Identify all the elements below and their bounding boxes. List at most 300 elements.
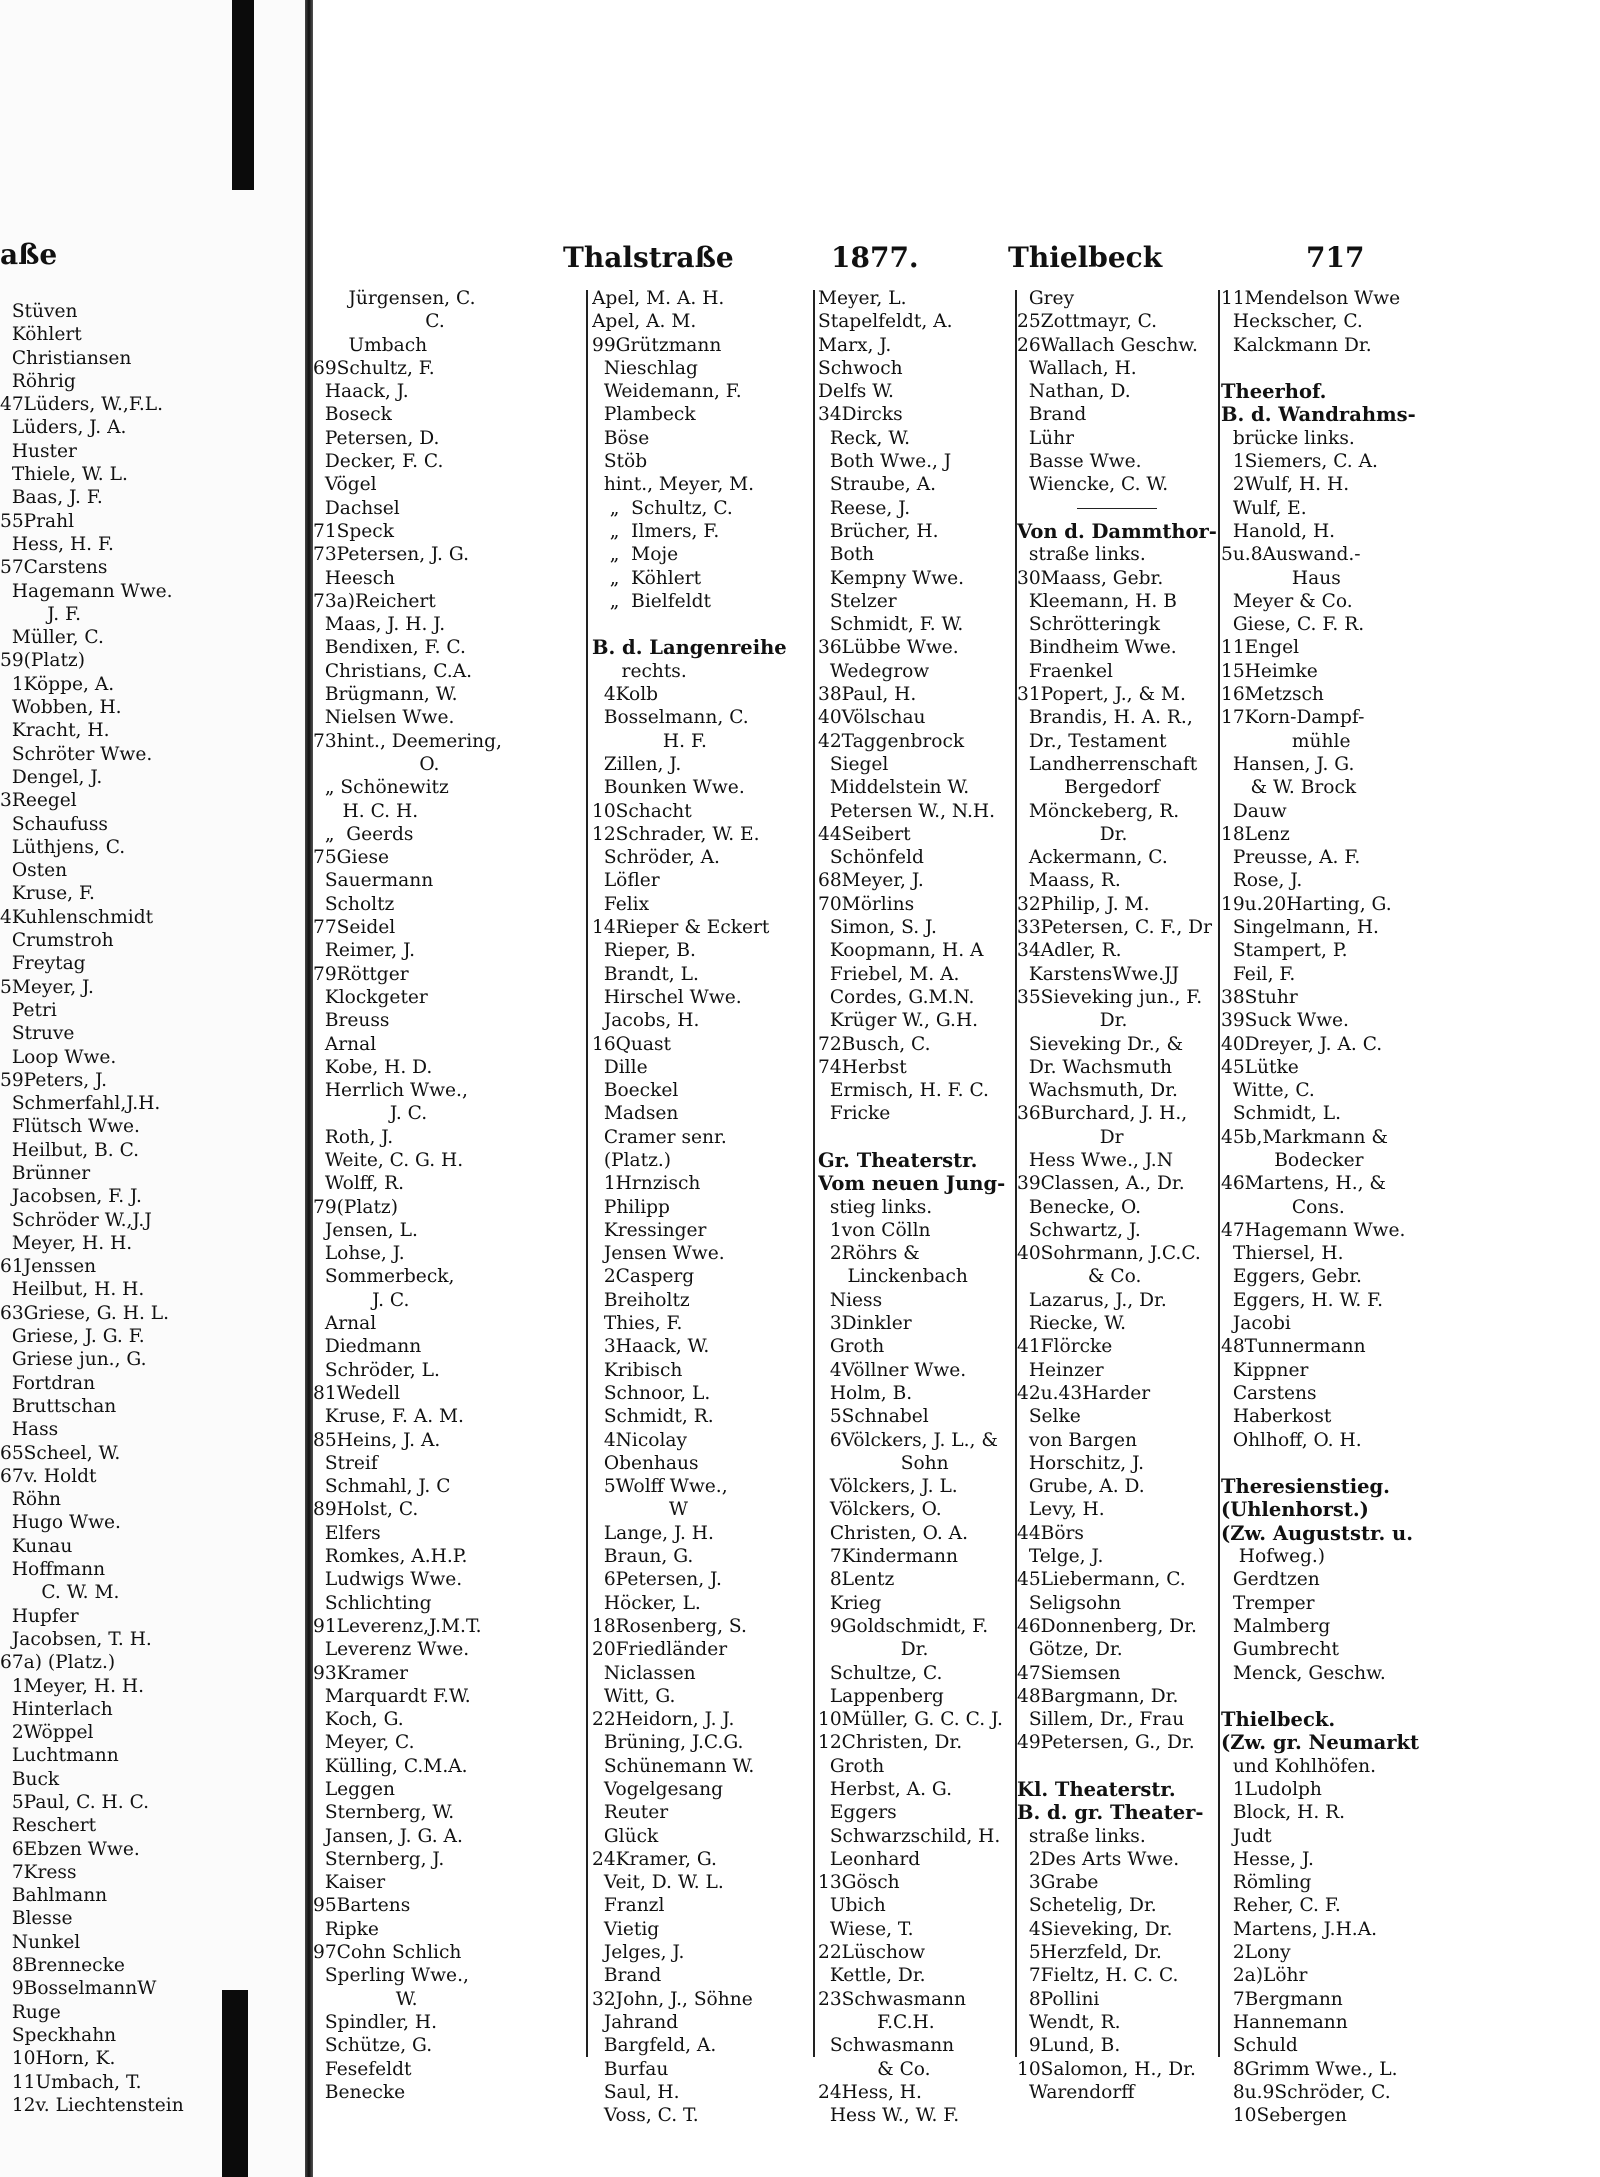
directory-entry: 22Lüschow [818,1942,926,1964]
directory-entry: Heilbut, B. C. [0,1139,140,1161]
directory-entry: 46Martens, H., & [1221,1173,1386,1195]
directory-entry: Ohlhoff, O. H. [1221,1429,1362,1451]
directory-entry: 48Tunnermann [1221,1336,1366,1358]
directory-entry: & Co. [1017,1266,1142,1288]
directory-entry [592,613,814,636]
directory-entry: Levy, H. [1017,1499,1105,1521]
directory-entry: Nathan, D. [1017,381,1131,403]
directory-entry: Jahrand [592,2011,679,2033]
directory-entry: Kobe, H. D. [313,1056,433,1078]
directory-entry: Nieschlag [592,357,698,379]
directory-entry: 49Petersen, G., Dr. [1017,1732,1195,1754]
directory-entry: 19u.20Harting, G. [1221,893,1392,915]
directory-entry: Breiholtz [592,1289,690,1311]
directory-entry: 42Taggenbrock [818,730,965,752]
directory-entry: 4Kolb [592,684,659,706]
directory-entry: 73Petersen, J. G. [313,544,469,566]
directory-entry: Warendorff [1017,2081,1135,2103]
book-gutter [305,0,313,2177]
directory-entry: Basse Wwe. [1017,451,1142,473]
directory-entry: Eggers, H. W. F. [1221,1289,1384,1311]
left-page-column [0,300,300,2117]
directory-entry: Arnal [313,1033,377,1055]
page-number: 717 [1306,241,1365,274]
directory-entry: Schünemann W. [592,1755,755,1777]
directory-entry: 10Salomon, H., Dr. [1017,2058,1196,2080]
directory-entry: Boeckel [592,1080,679,1102]
directory-entry: Eggers [818,1802,897,1824]
directory-entry: Kettle, Dr. [818,1965,926,1987]
directory-entry: Kalckmann Dr. [1221,334,1372,356]
directory-entry [1221,1685,1461,1708]
directory-entry: Vietig [592,1918,660,1940]
directory-entry: Veit, D. W. L. [592,1872,724,1894]
directory-entry: 44Seibert [818,823,911,845]
street-section-heading: (Uhlenhorst.) [1221,1498,1369,1522]
directory-entry: 34Adler, R. [1017,940,1122,962]
directory-entry: Völckers, J. L. [818,1476,958,1498]
directory-entry: 5Paul, C. H. C. [0,1792,150,1813]
directory-entry: Fraenkel [1017,660,1113,682]
directory-entry: Schröter Wwe. [0,743,153,765]
directory-entry: 38Paul, H. [818,684,917,706]
directory-entry: 4Völlner Wwe. [818,1359,967,1381]
directory-entry: Leonhard [818,1848,921,1870]
directory-entry: Bergedorf [1017,777,1160,799]
directory-entry: Thies, F. [592,1313,683,1335]
directory-entry: Obenhaus [592,1452,699,1474]
directory-entry: 23Schwasmann [818,1988,966,2010]
directory-entry: 3Dinkler [818,1313,912,1335]
directory-entry: 8Lentz [818,1569,895,1591]
directory-entry: Höcker, L. [592,1592,701,1614]
directory-entry: Wachsmuth, Dr. [1017,1080,1178,1102]
directory-entry: Dille [592,1056,648,1078]
directory-entry: Fortdran [0,1372,96,1394]
directory-entry: Jürgensen, C. [313,288,476,309]
directory-entry: Nunkel [0,1931,81,1953]
directory-column-1 [313,287,593,2104]
directory-entry: Burfau [592,2058,669,2080]
directory-entry: 35Sieveking jun., F. [1017,986,1203,1008]
directory-entry: Brügmann, W. [313,684,458,706]
directory-entry: Holm, B. [818,1382,913,1404]
directory-entry: Malmberg [1221,1615,1331,1637]
directory-entry: 36Burchard, J. H., [1017,1103,1188,1125]
directory-entry: Jansen, J. G. A. [313,1825,463,1847]
directory-entry: Felix [592,893,650,915]
directory-entry: 3Haack, W. [592,1336,710,1358]
directory-entry: Schröder W.,J.J [0,1209,152,1231]
directory-entry: 3Reegel [0,790,77,812]
directory-entry: 30Maass, Gebr. [1017,567,1164,589]
directory-entry: Röhrig [0,370,76,392]
directory-entry: 4Kuhlenschmidt [0,906,154,928]
directory-entry [1221,357,1461,380]
directory-entry: 4Nicolay [592,1429,688,1451]
directory-entry: Hirschel Wwe. [592,986,742,1008]
directory-entry: 36Lübbe Wwe. [818,637,959,659]
directory-entry: Wulf, E. [1221,497,1307,519]
left-page-fragment [0,0,305,2177]
directory-entry: 14Rieper & Eckert [592,917,770,939]
directory-entry: 85Heins, J. A. [313,1429,441,1451]
directory-entry: Stapelfeldt, A. [818,311,953,333]
directory-entry: Schuld [1221,2035,1298,2057]
directory-entry: „ Köhlert [592,567,702,589]
directory-entry: Schaufuss [0,813,108,835]
directory-entry: Sohn [818,1452,949,1474]
directory-entry: 69Schultz, F. [313,357,435,379]
directory-entry: straße links. [1017,1825,1146,1847]
street-section-heading: Von d. Dammthor- [1017,519,1217,543]
directory-entry: Spindler, H. [313,2011,438,2033]
directory-entry: 8Grimm Wwe., L. [1221,2058,1398,2080]
directory-entry: Haus [1221,567,1341,589]
directory-entry: 7Fieltz, H. C. C. [1017,1965,1179,1987]
directory-entry: Reese, J. [818,497,911,519]
directory-entry: 1Ludolph [1221,1779,1322,1800]
directory-entry: Rieper, B. [592,940,696,962]
directory-entry: Stampert, P. [1221,940,1348,962]
directory-entry: 65Scheel, W. [0,1442,121,1464]
directory-entry: Hass [0,1419,59,1441]
directory-entry: 45b,Markmann & [1221,1126,1388,1148]
directory-entry: „ Schönewitz [313,777,449,799]
directory-entry: Dr. [1017,823,1128,845]
directory-entry: Hess W., W. F. [818,2105,960,2127]
directory-entry: Leverenz Wwe. [313,1639,470,1661]
directory-entry: Sternberg, J. [313,1848,445,1870]
directory-entry: Madsen [592,1103,679,1125]
directory-entry: brücke links. [1221,427,1355,449]
directory-entry: Petersen, D. [313,427,440,449]
directory-entry: Schultze, C. [818,1662,943,1684]
directory-entry: Dr. [1017,1010,1128,1032]
directory-entry: Brüning, J.C.G. [592,1732,744,1754]
directory-entry: Kempny Wwe. [818,567,965,589]
directory-entry: 81Wedell [313,1382,401,1404]
directory-entry: Schmahl, J. C [313,1476,451,1498]
directory-entry: Huster [0,440,77,462]
directory-entry: „ Ilmers, F. [592,520,720,542]
directory-entry: 79Röttger [313,963,409,985]
directory-entry: Ludwigs Wwe. [313,1569,463,1591]
directory-entry: 40Sohrmann, J.C.C. [1017,1243,1201,1265]
directory-entry: Hansen, J. G. [1221,753,1355,775]
directory-entry [1017,1755,1217,1778]
directory-entry: Brandis, H. A. R., [1017,707,1193,729]
directory-entry: 71Speck [313,520,394,542]
directory-entry: Kracht, H. [0,720,110,742]
directory-entry: Brandt, L. [592,963,699,985]
directory-entry: H. C. H. [313,800,419,822]
directory-entry: Kruse, F. A. M. [313,1406,464,1428]
directory-entry: Jacobi [1221,1313,1291,1335]
directory-entry: 9Lund, B. [1017,2035,1121,2057]
directory-entry: Scholtz [313,893,395,915]
directory-entry: Flütsch Wwe. [0,1116,140,1138]
directory-entry: 39Classen, A., Dr. [1017,1173,1185,1195]
directory-entry: Koopmann, H. A [818,940,984,962]
directory-entry [1221,1452,1461,1475]
directory-entry: Ubich [818,1895,886,1917]
directory-entry: Haack, J. [313,381,409,403]
directory-entry: 5u.8Auswand.- [1221,544,1361,566]
directory-entry: J. C. [313,1103,428,1125]
directory-entry: 20Friedländer [592,1639,728,1661]
directory-entry: Baas, J. F. [0,487,103,509]
running-head-right: Thielbeck [1008,241,1163,274]
directory-entry: Meyer, L. [818,288,907,309]
directory-entry: Koch, G. [313,1709,404,1731]
directory-entry: Landherrenschaft [1017,753,1198,775]
directory-entry: Weite, C. G. H. [313,1149,464,1171]
street-section-heading: B. d. Langenreihe [592,636,787,660]
directory-entry: Horschitz, J. [1017,1452,1145,1474]
directory-entry: Sauermann [313,870,434,892]
directory-entry: & W. Brock [1221,777,1357,799]
directory-entry: 63Griese, G. H. L. [0,1302,170,1324]
directory-entry: Wallach, H. [1017,357,1137,379]
directory-entry: Reher, C. F. [1221,1895,1341,1917]
directory-entry: Judt [1221,1825,1272,1847]
directory-entry: Linckenbach [818,1266,968,1288]
directory-entry: Elfers [313,1522,381,1544]
directory-entry: & Co. [818,2058,931,2080]
directory-entry: Schwoch [818,357,903,379]
directory-entry: Dachsel [313,497,400,519]
directory-entry: 16Metzsch [1221,684,1324,706]
directory-column-4 [1017,287,1217,2104]
directory-entry: 32Philip, J. M. [1017,893,1150,915]
directory-entry: Sperling Wwe., [313,1965,469,1987]
directory-entry: 59(Platz) [0,650,85,672]
directory-entry: 73hint., Deemering, [313,730,502,752]
directory-entry: Tremper [1221,1592,1315,1614]
directory-entry: Apel, A. M. [592,311,697,333]
directory-entry: Jacobs, H. [592,1010,700,1032]
directory-entry: 70Mörlins [818,893,915,915]
directory-entry: Lange, J. H. [592,1522,714,1544]
directory-entry: W [592,1499,688,1521]
directory-entry: 32John, J., Söhne [592,1988,753,2010]
directory-entry: Reschert [0,1815,97,1837]
directory-entry: und Kohlhöfen. [1221,1755,1377,1777]
directory-entry: Schwasmann [818,2035,955,2057]
directory-entry: Ruge [0,2001,61,2023]
directory-entry: Jacobsen, F. J. [0,1186,142,1208]
directory-entry: Dr. [818,1639,929,1661]
directory-entry: 97Cohn Schlich [313,1942,462,1964]
directory-entry: 95Bartens [313,1895,411,1917]
directory-entry: Crumstroh [0,930,114,952]
section-divider [1017,497,1217,520]
directory-entry: Hannemann [1221,2011,1348,2033]
directory-entry: Kribisch [592,1359,683,1381]
directory-entry: Grey [1017,288,1075,309]
directory-entry: 6Ebzen Wwe. [0,1838,140,1860]
right-page [313,0,1600,2177]
directory-entry: Bahlmann [0,1885,108,1907]
column-rule [1218,290,1220,2057]
directory-entry: Wendt, R. [1017,2011,1121,2033]
directory-entry: Eggers, Gebr. [1221,1266,1362,1288]
directory-entry: Osten [0,860,68,882]
directory-entry: „ Geerds [313,823,414,845]
directory-entry: Diedmann [313,1336,422,1358]
directory-entry: Lazarus, J., Dr. [1017,1289,1167,1311]
directory-entry: 68Meyer, J. [818,870,924,892]
directory-entry: Jacobsen, T. H. [0,1628,152,1650]
directory-entry: Philipp [592,1196,670,1218]
street-section-heading: B. d. gr. Theater- [1017,1801,1204,1825]
directory-entry: Umbach [313,334,428,356]
directory-entry: Stüven [0,301,78,322]
directory-entry: Franzl [592,1895,665,1917]
directory-entry: Benecke, O. [1017,1196,1142,1218]
directory-entry: stieg links. [818,1196,933,1218]
directory-entry: Böse [592,427,650,449]
directory-entry: 59Peters, J. [0,1069,107,1091]
directory-entry: Heesch [313,567,395,589]
directory-entry: Krieg [818,1592,882,1614]
directory-entry: 45Liebermann, C. [1017,1569,1186,1591]
directory-entry: Kippner [1221,1359,1309,1381]
directory-entry: Petersen W., N.H. [818,800,996,822]
directory-entry: 79(Platz) [313,1196,398,1218]
directory-entry: 2Casperg [592,1266,695,1288]
directory-entry: Martens, J.H.A. [1221,1918,1378,1940]
directory-entry: Fesefeldt [313,2058,412,2080]
directory-entry: 67v. Holdt [0,1465,97,1487]
directory-entry: Reimer, J. [313,940,415,962]
running-head-left: Thalstraße [563,241,734,274]
running-head-year: 1877. [831,241,919,274]
directory-entry: Bindheim Wwe. [1017,637,1177,659]
directory-entry: 10Horn, K. [0,2048,116,2070]
directory-entry: Speckhahn [0,2024,117,2046]
directory-entry: Meyer, H. H. [0,1232,133,1254]
directory-entry: 6Petersen, J. [592,1569,722,1591]
directory-entry: Buck [0,1768,60,1790]
directory-entry: Braun, G. [592,1546,694,1568]
directory-entry: Mönckeberg, R. [1017,800,1180,822]
directory-entry: Saul, H. [592,2081,680,2103]
directory-entry: Luchtmann [0,1745,119,1767]
directory-entry: Schrötteringk [1017,614,1160,636]
left-page-heading: aße [0,238,58,271]
directory-entry: Benecke [313,2081,406,2103]
directory-entry: Meyer, C. [313,1732,415,1754]
directory-entry: Schütze, G. [313,2035,433,2057]
directory-entry: Roth, J. [313,1126,394,1148]
directory-entry: Brücher, H. [818,520,939,542]
directory-entry: 2Röhrs & [818,1243,920,1265]
directory-entry: straße links. [1017,544,1146,566]
street-section-heading: Thielbeck. [1221,1708,1336,1732]
directory-entry: 73a)Reichert [313,590,436,612]
directory-entry [818,1126,1014,1149]
directory-entry: 11Mendelson Wwe [1221,288,1401,309]
directory-entry: 48Bargmann, Dr. [1017,1685,1179,1707]
directory-entry: Zillen, J. [592,753,682,775]
directory-entry: Brand [592,1965,662,1987]
street-section-heading: B. d. Wandrahms- [1221,403,1416,427]
directory-entry: 13Gösch [818,1872,900,1894]
directory-entry: Herbst, A. G. [818,1779,953,1800]
directory-entry: Hesse, J. [1221,1848,1314,1870]
directory-entry: 1Meyer, H. H. [0,1675,145,1697]
directory-entry: Wobben, H. [0,697,122,719]
directory-entry: 1Siemers, C. A. [1221,451,1378,473]
directory-entry: Löfler [592,870,660,892]
directory-entry: Friebel, M. A. [818,963,960,985]
directory-entry: Struve [0,1023,75,1045]
directory-entry: 72Busch, C. [818,1033,931,1055]
directory-entry: 57Carstens [0,557,108,579]
directory-entry: 15Heimke [1221,660,1318,682]
directory-entry: 91Leverenz,J.M.T. [313,1615,482,1637]
directory-entry: Vogelgesang [592,1779,724,1800]
directory-entry: Plambeck [592,404,696,426]
directory-entry: Schmidt, L. [1221,1103,1341,1125]
street-section-heading: Gr. Theaterstr. [818,1148,978,1172]
directory-entry: 24Hess, H. [818,2081,922,2103]
directory-entry: Hoffmann [0,1559,106,1581]
directory-entry: 46Donnenberg, Dr. [1017,1615,1197,1637]
directory-entry: Dr., Testament [1017,730,1167,752]
directory-entry: Griese jun., G. [0,1349,147,1371]
directory-entry: Bosselmann, C. [592,707,749,729]
directory-entry: Weidemann, F. [592,381,742,403]
street-section-heading: Kl. Theaterstr. [1017,1778,1176,1801]
directory-entry: Herrlich Wwe., [313,1080,468,1102]
directory-entry: 33Petersen, C. F., Dr [1017,917,1212,939]
directory-entry: Brand [1017,404,1087,426]
directory-entry: 47Lüders, W.,F.L. [0,394,163,416]
directory-entry: Dengel, J. [0,766,103,788]
directory-entry: 10Schacht [592,800,692,822]
directory-entry: 2Lony [1221,1942,1291,1964]
directory-entry: 5Schnabel [818,1406,929,1428]
directory-entry: Breuss [313,1010,390,1032]
directory-entry: 67a) (Platz.) [0,1652,116,1674]
directory-entry: Cordes, G.M.N. [818,986,975,1008]
directory-entry: Sillem, Dr., Frau [1017,1709,1185,1731]
directory-entry: Ackermann, C. [1017,847,1168,869]
directory-entry: Vögel [313,474,377,496]
directory-entry: von Bargen [1017,1429,1137,1451]
directory-entry: Lühr [1017,427,1075,449]
directory-entry: Groth [818,1336,885,1358]
directory-entry: Thiersel, H. [1221,1243,1344,1265]
directory-entry: Lohse, J. [313,1243,405,1265]
directory-entry: 47Hagemann Wwe. [1221,1219,1406,1241]
directory-entry: Petri [0,999,57,1021]
directory-entry: Hess, H. F. [0,533,114,555]
directory-entry: 10Sebergen [1221,2105,1347,2127]
directory-entry: 39Suck Wwe. [1221,1010,1349,1032]
directory-entry: Reuter [592,1802,669,1824]
directory-entry: C. W. M. [0,1582,120,1604]
directory-entry: 99Grützmann [592,334,722,356]
directory-entry: 93Kramer [313,1662,409,1684]
directory-entry: Cons. [1221,1196,1345,1218]
directory-entry: 2Wöppel [0,1722,94,1744]
directory-entry: Maas, J. H. J. [313,614,446,636]
directory-entry: 2Wulf, H. H. [1221,474,1350,496]
